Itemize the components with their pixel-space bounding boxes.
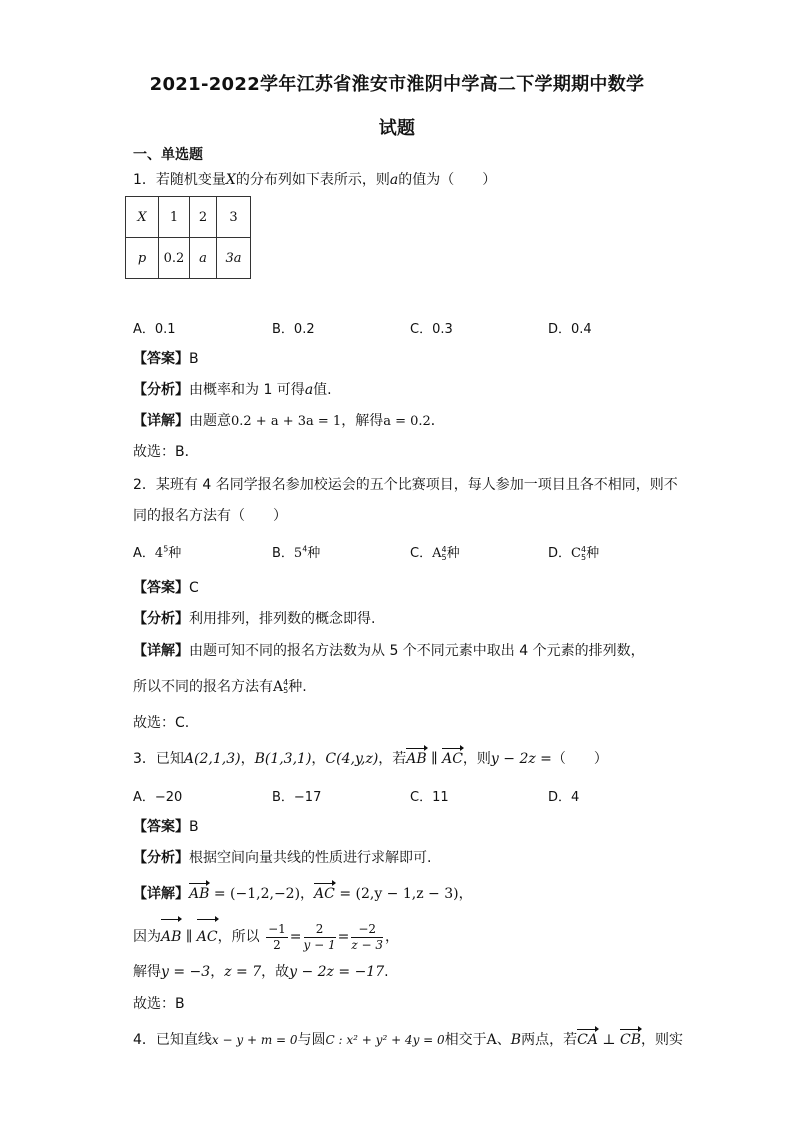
q4-number: 4．: [133, 1032, 156, 1048]
q2-option-b: B．$5^4$种: [272, 544, 321, 561]
q2-detail: 【详解】由题可知不同的报名方法数为从 5 个不同元素中取出 4 个元素的排列数，: [133, 643, 645, 659]
q2-stem-line1: 2．某班有 4 名同学报名参加校运会的五个比赛项目，每人参加一项目且各不相同，则不: [133, 477, 678, 493]
q1-option-b: B．0.2: [272, 322, 315, 337]
q3-number: 3．: [133, 751, 156, 767]
q3-detail-fractions: 因为AB ∥ AC，所以 $\frac{-1}{2}$ = $\frac{2}{y - 1}$ = $\frac{-2}{z - 3}$ ，: [133, 920, 399, 954]
fraction-2: $\frac{2}{y - 1}$: [303, 921, 336, 952]
table-row: [126, 197, 251, 238]
q3-analysis: 【分析】根据空间向量共线的性质进行求解即可.: [133, 850, 432, 866]
q2-option-d: D．C 4 5 种: [548, 544, 600, 562]
q2-analysis: 【分析】利用排列，排列数的概念即得.: [133, 611, 376, 627]
table-cell: 0.2: [159, 238, 190, 279]
fraction-3: $\frac{-2}{z - 3}$: [351, 921, 383, 952]
q2-choose: 故选：C.: [133, 715, 190, 731]
q1-stem: 1．若随机变量X的分布列如下表所示，则a的值为（ ）: [133, 172, 497, 188]
table-cell: 3a: [217, 238, 251, 279]
q1-choose: 故选：B．: [133, 444, 199, 460]
fraction-1: $\frac{-1}{2}$: [268, 921, 286, 952]
table-cell: p: [126, 238, 159, 279]
q2-stem-line2: 同的报名方法有（ ）: [133, 508, 287, 524]
q3-solve: 解得y = −3，z = 7，故y − 2z = −17.: [133, 964, 389, 980]
q3-detail: 【详解】AB = (−1,2,−2)，AC = (2,y − 1,z − 3)，: [133, 886, 473, 902]
table-cell: 1: [159, 197, 190, 238]
vector-ac: AC: [442, 751, 463, 767]
table-cell: 2: [190, 197, 217, 238]
table-cell: X: [126, 197, 159, 238]
q3-stem: 3．已知A(2,1,3)，B(1,3,1)，C(4,y,z)，若AB ∥ AC，则y − 2z =（ ）: [133, 751, 608, 767]
doc-title-line2: 试题: [378, 118, 416, 139]
q1-analysis: 【分析】由概率和为 1 可得a值.: [133, 382, 332, 398]
q1-detail: 【详解】由题意0.2 + a + 3a = 1，解得a = 0.2．: [133, 413, 445, 429]
q1-option-a: A．0.1: [133, 322, 176, 337]
var-x: X: [225, 172, 236, 188]
q2-option-a: A．$4^5$种: [133, 544, 182, 561]
q2-option-c: C．A 4 5 种: [410, 544, 460, 562]
vector-ab: AB: [406, 751, 427, 767]
q3-choose: 故选：B: [133, 996, 185, 1012]
section-heading: 一、单选题: [133, 147, 203, 163]
q4-stem: 4．已知直线x − y + m = 0与圆C : x² + y² + 4y = 0相交于A、B两点，若CA ⊥ CB，则实: [133, 1032, 683, 1048]
q2-detail-line2: 所以不同的报名方法有A 4 5 种.: [133, 678, 307, 695]
doc-title-line1: 2021-2022学年江苏省淮安市淮阴中学高二下学期期中数学: [149, 74, 645, 95]
var-a: a: [389, 172, 399, 188]
q3-option-d: D．4: [548, 790, 580, 805]
q1-number: 1．: [133, 172, 156, 188]
q2-answer: 【答案】C: [133, 580, 199, 596]
q1-option-c: C．0.3: [410, 322, 453, 337]
table-cell: 3: [217, 197, 251, 238]
q1-answer: 【答案】B: [133, 351, 199, 367]
q3-option-b: B．−17: [272, 790, 322, 805]
table-row: [126, 238, 251, 279]
q3-answer: 【答案】B: [133, 819, 199, 835]
table-cell: a: [190, 238, 217, 279]
q3-option-c: C．11: [410, 790, 449, 805]
distribution-table: [125, 196, 251, 279]
q3-option-a: A．−20: [133, 790, 183, 805]
q1-option-d: D．0.4: [548, 322, 592, 337]
q2-number: 2．: [133, 477, 156, 493]
